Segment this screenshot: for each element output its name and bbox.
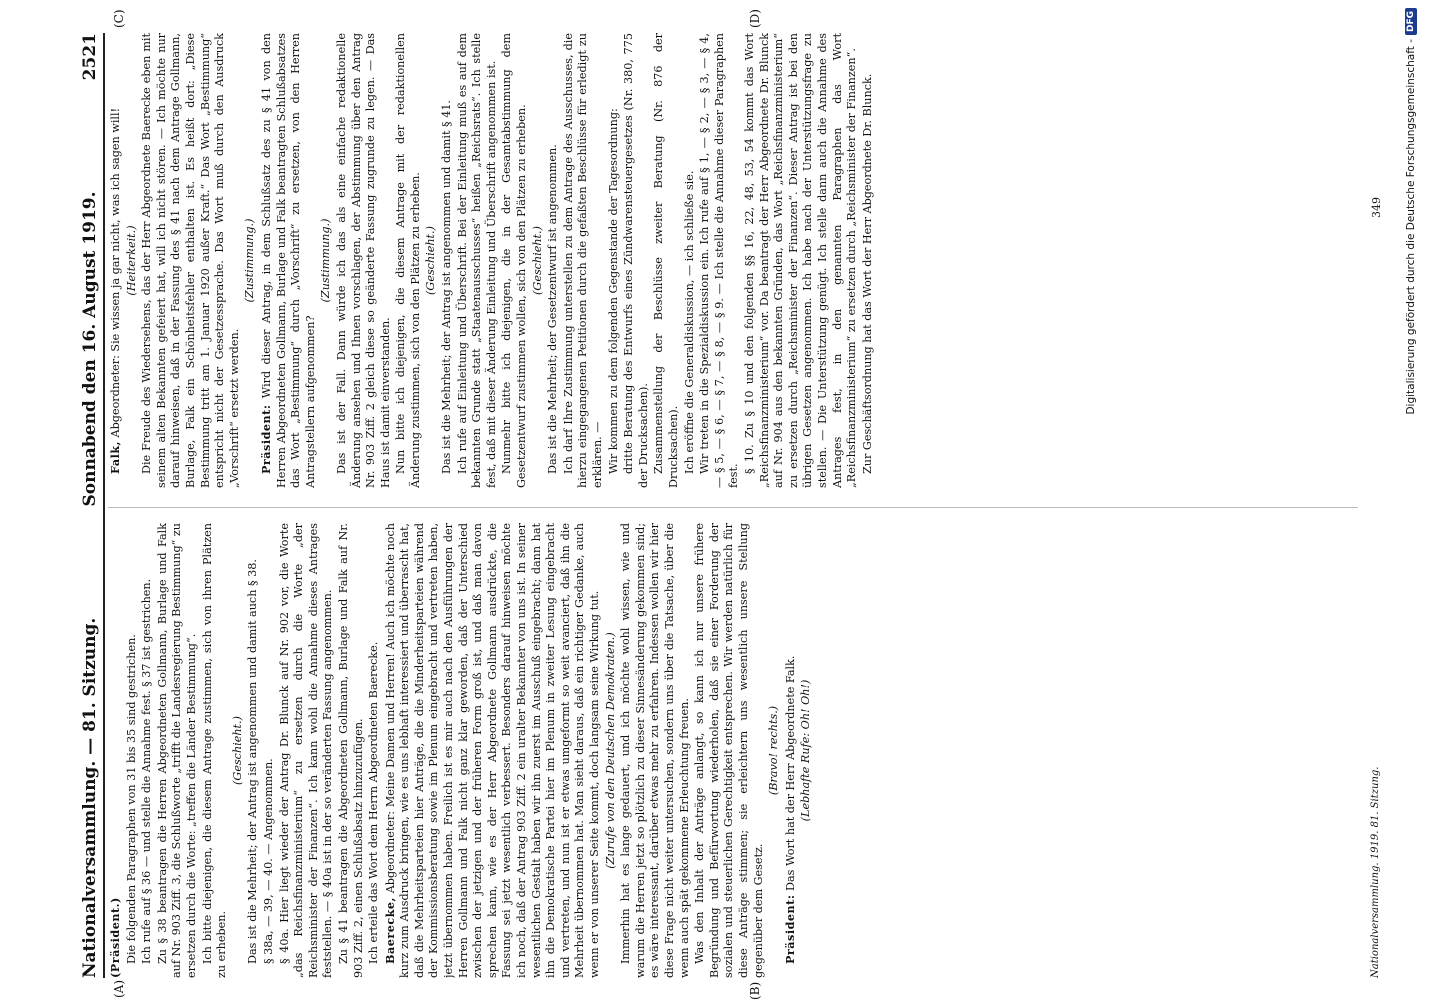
stage-direction: (Geschieht.) [530, 226, 544, 295]
margin-marker-a: (A) [112, 979, 126, 998]
column-divider [108, 507, 1358, 508]
margin-marker-d: (D) [748, 9, 762, 28]
speech-text: Das Wort hat der Herr Abgeordnete Falk. [783, 655, 797, 891]
body-paragraph: Das ist die Mehrheit; der Antrag ist angenommen und damit § 41. [440, 100, 454, 474]
body-paragraph: § 40a. Hier liegt wieder der Antrag Dr. Blunck auf Nr. 902 vor, die Worte „das Reichsfinanzministerium“ zu ersetzen durch die Worte „der Reichsminister der Finanzen“. Ich kann wohl die Annahme dieses Antrages feststellen. — § 40a ist in der so veränderten Fassung angenommen. [277, 523, 335, 978]
speech-paragraph [783, 523, 799, 978]
body-paragraph: Was den Inhalt der Anträge anlangt, so kann ich nur unsere frühere Begründung und Befürwortung wiederholen, daß sie einer Forderung der sozialen und steuerlichen Gerechtigkeit entsprechen. Wir werden natürlich für diese Anträge stimmen; sie erleichtern uns wesentlich unsere Stellung gegenüber dem Gesetz. [693, 523, 765, 978]
body-paragraph: Nun bitte ich diejenigen, die diesem Antrage mit der redaktionellen Änderung zustimmen, sich von den Plätzen zu erheben. [394, 33, 422, 488]
stage-direction: (Lebhafte Rufe: Oh! Oh!) [799, 679, 813, 822]
speaker-name: Falk, [108, 441, 122, 474]
speaker-role: Abgeordneter: [383, 810, 397, 894]
stage-direction: (Zustimmung.) [319, 218, 333, 303]
body-paragraph: Ich rufe auf § 36 — und stelle die Annahme fest. § 37 ist gestrichen. [140, 578, 154, 964]
body-paragraph: Nunmehr bitte ich diejenigen, die in der Gesamtabstimmung dem Gesetzentwurf zustimmen wollen, sich von den Plätzen zu erheben. [500, 33, 529, 488]
speech-text: Meine Damen und Herren! Auch ich möchte noch kurz zum Ausdruck bringen, wie es uns lebhaft interessiert und überrascht hat, daß die Mehrheitsparteien hier Anträge, die die Minderheitsparteien während der Kommissionsberatung sowie im Plenum eingebracht und vertreten haben, jetzt übernommen haben. Freilich ist es mir auch nach den Ausführungen der Herren Gollmann und Falk nicht ganz klar geworden, daß der Unterschied zwischen der jetzigen und der früheren Form groß ist, und daß man davon sprechen kann, wie es der Herr Abgeordnete Gollmann ausdrückte, die Fassung sei jetzt wesentlich verbessert. Besonders darauf hinweisen möchte ich noch, daß der Antrag 903 Ziff. 2 ein uralter Bekannter von uns ist. In seiner wesentlichen Gestalt haben wir ihn zuerst im Ausschuß eingebracht; dann hat ihn die Demokratische Partei hier im Plenum in zweiter Lesung eingebracht und vertreten, und nun ist er etwas umgeformt so weit avanciert, daß ihn die Mehrheit übernommen hat. Man sieht daraus, daß ein richtiger Gedanke, auch wenn er von unserer Seite kommt, doch langsam seine Wirkung tut. [383, 523, 601, 978]
body-paragraph: Wir kommen zu dem folgenden Gegenstande der Tagesordnung: [606, 108, 620, 474]
body-paragraph: Zu § 41 beantragen die Abgeordneten Gollmann, Burlage und Falk auf Nr. 903 Ziff. 2, einen Schlußabsatz hinzuzufügen. [336, 523, 365, 978]
body-paragraph: Ich eröffne die Generaldiskussion, — ich schließe sie. [682, 170, 696, 474]
stage-direction: (Geschieht.) [230, 716, 244, 785]
body-paragraph: Zusammenstellung der Beschlüsse zweiter Beratung (Nr. 876 der Drucksachen). [652, 33, 680, 488]
body-paragraph: Das ist der Fall. Dann würde ich das als eine einfache redaktionelle Änderung ansehen und Ihnen vorschlagen, der Abstimmung über den Antrag Nr. 903 Ziff. 2 gleich diese so geänderte Fassung zugrunde zu legen. — Das Haus ist damit einverstanden. [334, 33, 392, 488]
speech-text: Wird dieser Antrag, in dem Schlußsatz des zu § 41 von den Herren Abgeordneten Gollmann, Burlage und Falk beantragten Schlußabsatzes das Wort „Bestimmung“ durch „Vorschrift“ zu ersetzen, von den Herren Antragstellern aufgenommen? [259, 33, 317, 488]
body-paragraph: Die folgenden Paragraphen von 31 bis 35 sind gestrichen. [124, 634, 138, 964]
body-paragraph: Das ist die Mehrheit; der Antrag ist angenommen und damit auch § 38. [246, 559, 260, 964]
body-paragraph: § 10. Zu § 10 und den folgenden §§ 16, 22, 48, 53, 54 kommt das Wort „Reichsfinanzministerium“ vor. Da beantragt der Herr Abgeordnete Dr. Blunck auf Nr. 904 aus den bekannten Gründen, das Wort „Reichsfinanzministerium“ zu ersetzen durch „Reichsminister der Finanzen“. Dieser Antrag ist bei den übrigen Gesetzen angenommen. Ich habe nach der Unterstützungsfrage zu stellen. — Die Unterstützung genügt. Ich stelle dann auch die Annahme des Antrages fest, in den genannten Paragraphen das Wort „Reichsfinanzministerium“ zu ersetzen durch „Reichsminister der Finanzen“. [742, 33, 859, 488]
body-paragraph: Das ist die Mehrheit; der Gesetzentwurf ist angenommen. [546, 144, 560, 474]
digitization-credit [1396, 8, 1426, 588]
stage-direction: (Heiterkeit.) [124, 225, 138, 296]
stage-direction: (Bravo! rechts.) [767, 705, 781, 796]
body-paragraph: Ich erteile das Wort dem Herrn Abgeordneten Baerecke. [367, 641, 381, 964]
margin-marker-b: (B) [748, 981, 762, 1000]
body-paragraph: Die Freude des Wiedersehens, das der Herr Abgeordnete Baerecke eben mit seinem alten Bekannten gefeiert hat, will ich nicht stören. — Ich möchte nur darauf hinweisen, daß in der Fassung des § 41 nach dem Antrage Gollmann, Burlage, Falk ein Schönheitsfehler enthalten ist. Es heißt dort: „Diese Bestimmung tritt am 1. Januar 1920 außer Kraft.“ Das Wort „Bestimmung“ entspricht nicht der Gesetzessprache. Das Wort muß durch den Ausdruck „Vorschrift“ ersetzt werden. [140, 33, 241, 488]
right-column [108, 33, 1358, 488]
stage-direction: (Zustimmung.) [243, 218, 257, 303]
speaker-role: Abgeordneter: [109, 355, 122, 438]
credit-text: Digitalisierung gefördert durch die Deutsche Forschungsgemeinschaft - [1405, 39, 1417, 415]
left-column [108, 523, 1358, 978]
running-head [60, 33, 105, 978]
body-paragraph: Zur Geschäftsordnung hat das Wort der Herr Abgeordnete Dr. Blunck. [860, 73, 874, 474]
header-left: Nationalversammlung. — 81. Sitzung. [80, 617, 100, 978]
footer-sheet-number: 349 [1370, 197, 1383, 218]
body-paragraph: Ich rufe auf Einleitung und Überschrift. Bei der Einleitung muß es auf dem bekannten Grunde statt „Staatenausschusses“ heißen „Reichsrats“. Ich stelle fest, daß mit dieser Änderung Einleitung und Überschrift angenommen ist. [455, 33, 498, 488]
header-date: Sonnabend den 16. August 1919. [80, 191, 100, 507]
body-paragraph: dritte Beratung des Entwurfs eines Zündwarensteuergesetzes (Nr. 380, 775 der Drucksachen). [622, 33, 650, 488]
margin-marker-c: (C) [112, 9, 126, 28]
stage-direction: (Zurufe von den Deutschen Demokraten.) [603, 632, 617, 869]
speech-text: Sie wissen ja gar nicht, was ich sagen will! [109, 107, 122, 352]
body-paragraph: Immerhin hat es lange gedauert, und ich möchte wohl wissen, wie und warum die Herren jetzt so plötzlich zu dieser Sinnesänderung gekommen sind; es wäre interessant, darüber etwas mehr zu erfahren. Indessen wollen wir hier diese Frage nicht weiter untersuchen, sondern uns über die Tatsache, über die wenn auch spät gekommene Erleuchtung freuen. [619, 523, 691, 978]
body-paragraph: Ich bitte diejenigen, die diesem Antrage zustimmen, sich von ihren Plätzen zu erheben. [200, 523, 229, 978]
speaker-name: Baerecke, [382, 897, 397, 964]
rotated-page-scan [50, 0, 1434, 1000]
stage-direction: (Geschieht.) [424, 226, 438, 295]
dfg-logo: DFG [1405, 8, 1417, 35]
body-paragraph: Ich darf Ihre Zustimmung unterstellen zu dem Antrage des Ausschusses, die hierzu eingegangenen Petitionen durch die gefaßten Beschlüsse für erledigt zu erklären. — [561, 33, 604, 488]
page-number: 2521 [80, 33, 100, 81]
speaker-name: Präsident: [258, 404, 273, 474]
speech-paragraph [259, 33, 318, 488]
body-paragraph: Zu § 38 beantragen die Herren Abgeordneten Gollmann, Burlage und Falk auf Nr. 903 Ziff. 3, die Schlußworte „trifft die Landesregierung Bestimmung“ zu ersetzen durch die Worte: „treffen die Länder Bestimmung“. [155, 523, 198, 978]
speech-paragraph [383, 523, 603, 978]
speaker-continuation [108, 523, 124, 978]
speaker-name: (Präsident.) [108, 897, 122, 978]
footer-left: Nationalversammlung. 1919. 81. Sitzung. [1370, 766, 1381, 978]
body-paragraph: § 38a, — 39, — 40. — Angenommen. [261, 758, 275, 964]
speaker-name: Präsident: [782, 894, 797, 964]
body-paragraph: Wir treten in die Spezialdiskussion ein. Ich rufe auf § 1, — § 2, — § 3, — § 4, — § 5, — § 6, — § 7, — § 8, — § 9. — Ich stelle die Annahme dieser Paragraphen fest. [698, 33, 741, 488]
speech-paragraph [108, 33, 124, 488]
